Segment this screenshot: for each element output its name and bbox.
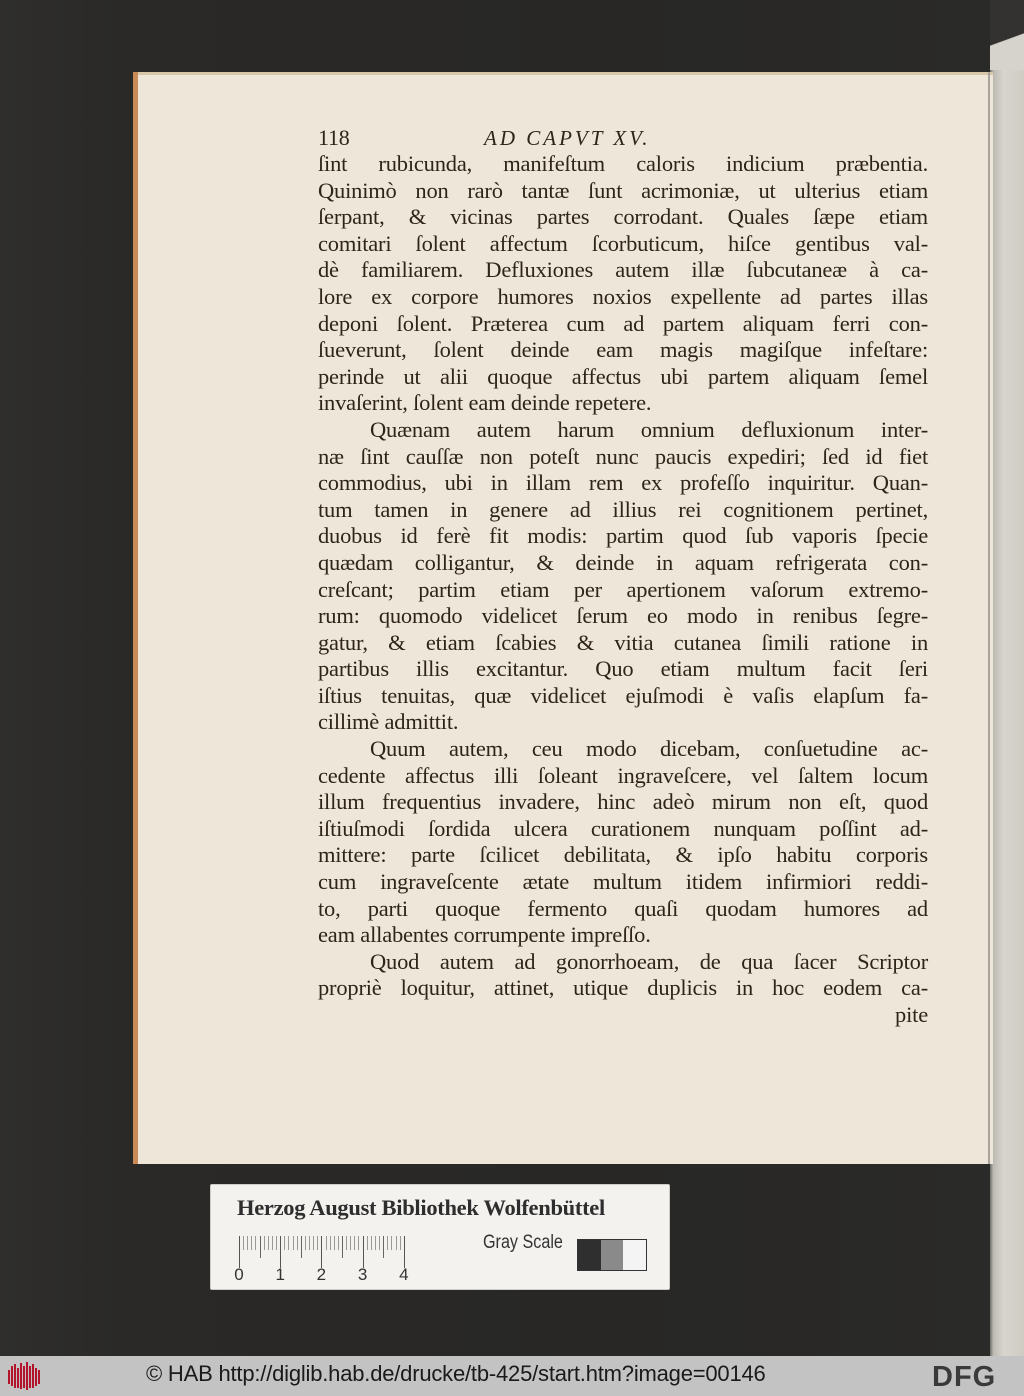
text-line: dè familiarem. Defluxiones autem illæ ſubcutaneæ à ca- xyxy=(318,257,928,283)
ruler-tick xyxy=(243,1236,244,1250)
ruler-tick xyxy=(272,1236,273,1250)
gray-scale-swatches xyxy=(577,1239,647,1271)
text-line: ſueverunt, ſolent deinde eam magis magiſque infeſtare: xyxy=(318,337,928,363)
ruler-label: 3 xyxy=(357,1265,368,1284)
text-line: commodius, ubi in illam rem ex profeſſo inquiritur. Quan- xyxy=(318,470,928,496)
text-line: partibus illis excitantur. Quo etiam multum facit ſeri xyxy=(318,656,928,682)
text-line: Quænam autem harum omnium defluxionum inter- xyxy=(370,416,928,442)
library-name: Herzog August Bibliothek Wolfenbüttel xyxy=(237,1195,605,1220)
footer-bar xyxy=(0,1356,1024,1396)
ruler-tick xyxy=(379,1236,380,1250)
binding-strip-corner xyxy=(990,0,1024,70)
ruler-tick xyxy=(280,1236,281,1268)
text-line: quædam colligantur, & deinde in aquam refrigerata con- xyxy=(318,549,928,575)
page-number: 118 xyxy=(318,125,350,150)
ruler-tick xyxy=(400,1236,401,1250)
ruler-tick xyxy=(371,1236,372,1250)
ruler-tick xyxy=(330,1236,331,1250)
ruler-tick xyxy=(251,1236,252,1250)
ruler-tick xyxy=(297,1236,298,1250)
ruler-tick xyxy=(284,1236,285,1250)
color-target xyxy=(210,1184,670,1290)
gray-swatch xyxy=(601,1240,624,1270)
text-line: cillimè admittit. xyxy=(318,709,459,735)
ruler-tick xyxy=(313,1236,314,1250)
ruler-tick xyxy=(247,1236,248,1250)
running-head xyxy=(318,125,928,151)
text-line: comitari ſolent affectum ſcorbuticum, hiſce gentibus val- xyxy=(318,230,928,256)
ruler-tick xyxy=(321,1236,322,1268)
ruler-tick xyxy=(276,1236,277,1250)
ruler-label: 1 xyxy=(275,1265,285,1284)
ruler-label: 2 xyxy=(316,1265,327,1284)
text-line: duobus id ferè fit modis: partim quod ſub vaporis ſpecie xyxy=(318,523,928,549)
copyright-link[interactable]: © HAB http://diglib.hab.de/drucke/tb-425/start.htm?image=00146 xyxy=(146,1361,766,1386)
gray-swatch xyxy=(623,1240,646,1270)
ruler-tick xyxy=(264,1236,265,1250)
gray-scale-label: Gray Scale xyxy=(483,1232,563,1253)
ruler-tick xyxy=(346,1236,347,1250)
gray-swatch xyxy=(578,1240,601,1270)
page-gutter-line xyxy=(988,72,990,1164)
text-line: deponi ſolent. Præterea cum ad partem aliquam ferri con- xyxy=(318,310,928,336)
ruler-tick xyxy=(326,1236,327,1250)
text-line: propriè loquitur, attinet, utique duplicis in hoc eodem ca- xyxy=(318,975,928,1001)
text-line: rum: quomodo videlicet ſerum eo modo in renibus ſegre- xyxy=(318,603,928,629)
page-text xyxy=(318,125,928,1029)
ruler-tick xyxy=(338,1236,339,1250)
text-line: creſcant; partim etiam per apertionem vaſorum extremo- xyxy=(318,576,928,602)
text-line: cedente affectus illi ſoleant ingraveſcere, vel ſaltem locum xyxy=(318,762,928,788)
ruler-tick xyxy=(354,1236,355,1250)
ruler-tick xyxy=(260,1236,261,1258)
text-line: perinde ut alii quoque affectus ubi partem aliquam ſemel xyxy=(318,363,928,389)
ruler-tick xyxy=(375,1236,376,1250)
text-line: pite xyxy=(895,1002,928,1027)
text-line: ſint rubicunda, manifeſtum caloris indicium præbentia. xyxy=(318,151,928,176)
text-lines xyxy=(318,151,928,1029)
text-line: ſerpant, & vicinas partes corrodant. Quales ſæpe etiam xyxy=(318,204,928,230)
text-line: gatur, & etiam ſcabies & vitia cutanea ſimili ratione in xyxy=(318,629,928,655)
ruler-tick xyxy=(404,1236,405,1268)
text-line: eam allabentes corrumpente impreſſo. xyxy=(318,922,651,948)
ruler-tick xyxy=(391,1236,392,1250)
binding-strip xyxy=(990,0,1024,1356)
text-line: iſtius tenuitas, quæ videlicet ejuſmodi è vaſis elapſum fa- xyxy=(318,682,928,708)
ruler-tick xyxy=(293,1236,294,1250)
ruler-label: 0 xyxy=(234,1265,244,1284)
text-line: Quinimò non rarò tantæ ſunt acrimoniæ, ut ulterius etiam xyxy=(318,177,928,203)
text-line: mittere: parte ſcilicet debilitata, & ipſo habitu corporis xyxy=(318,842,928,868)
ruler-tick xyxy=(334,1236,335,1250)
ruler-tick xyxy=(317,1236,318,1250)
text-line: to, parti quoque fermento quaſi quodam humores ad xyxy=(318,895,928,921)
ruler-tick xyxy=(239,1236,240,1268)
ruler-tick xyxy=(288,1236,289,1250)
text-line: tum tamen in genere ad illius rei cognitionem pertinet, xyxy=(318,496,928,522)
ruler-tick xyxy=(358,1236,359,1250)
ruler-label: 4 xyxy=(399,1265,409,1284)
ruler-tick xyxy=(305,1236,306,1250)
chapter-title: AD CAPVT XV. xyxy=(484,126,651,150)
ruler-tick xyxy=(367,1236,368,1250)
text-line: næ ſint cauſſæ non poteſt nunc paucis expediri; ſed id fiet xyxy=(318,443,928,469)
text-line: lore ex corpore humores noxios expellente ad partes illas xyxy=(318,283,928,309)
ruler-tick xyxy=(301,1236,302,1258)
ruler-tick xyxy=(363,1236,364,1268)
dfg-logo-icon: DFG xyxy=(932,1361,997,1393)
text-line: iſtiuſmodi ſordida ulcera curationem nunquam poſſint ad- xyxy=(318,815,928,841)
ruler-tick xyxy=(255,1236,256,1250)
text-line: invaſerint, ſolent eam deinde repetere. xyxy=(318,390,652,416)
ruler-tick xyxy=(309,1236,310,1250)
text-line: illum frequentius invadere, hinc adeò mirum non eſt, quod xyxy=(318,789,928,815)
ruler-tick xyxy=(383,1236,384,1258)
ruler-tick xyxy=(396,1236,397,1250)
ruler-tick xyxy=(387,1236,388,1250)
ruler-tick xyxy=(342,1236,343,1258)
text-line: Quod autem ad gonorrhoeam, de qua ſacer Scriptor xyxy=(370,948,928,974)
text-line: Quum autem, ceu modo dicebam, conſuetudine ac- xyxy=(370,736,928,762)
cm-ruler xyxy=(234,1236,471,1284)
ruler-tick xyxy=(268,1236,269,1250)
text-line: cum ingraveſcente ætate multum itidem infirmiori reddi- xyxy=(318,869,928,895)
ruler-tick xyxy=(350,1236,351,1250)
hab-logo-icon xyxy=(6,1360,46,1392)
